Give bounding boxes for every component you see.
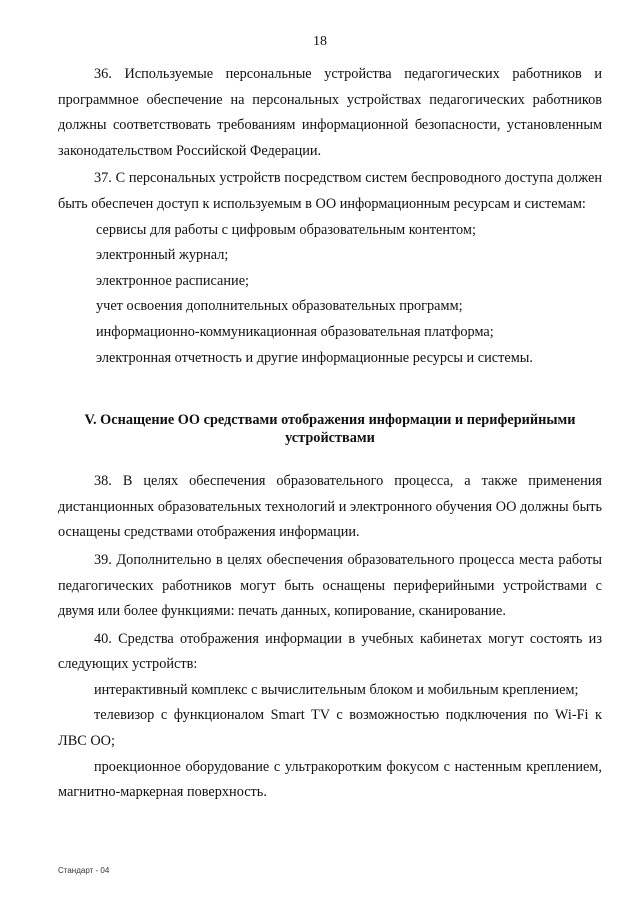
list-item: проекционное оборудование с ультракоротким фокусом с настенным креплением, магнитно-маркерная поверхность. bbox=[58, 758, 602, 801]
list-item: информационно-коммуникационная образовательная платформа; bbox=[96, 323, 494, 340]
page-number: 18 bbox=[313, 34, 327, 49]
paragraph-38: 38. В целях обеспечения образовательного процесса, а также применения дистанционных образовательных технологий и электронного обучения ОО должны быть оснащены средствами отображения информации. bbox=[58, 473, 602, 541]
document-body bbox=[58, 62, 602, 806]
list-item: электронное расписание; bbox=[96, 272, 250, 289]
paragraph-36: 36. Используемые персональные устройства педагогических работников и программное обеспечение на персональных устройствах педагогических работников должны соответствовать требованиям информационной безопасности, установленным законодательством Российской Федерации. bbox=[58, 66, 602, 159]
paragraph-39: 39. Дополнительно в целях обеспечения образовательного процесса места работы педагогических работников могут быть оснащены периферийными устройствами с двумя или более функциями: печать данных, копирование, сканирование. bbox=[58, 551, 602, 620]
paragraph-40: 40. Средства отображения информации в учебных кабинетах могут состоять из следующих устройств: bbox=[58, 630, 602, 673]
list-item: электронный журнал; bbox=[96, 247, 229, 264]
list-item: электронная отчетность и другие информационные ресурсы и системы. bbox=[96, 349, 533, 366]
section-heading: V. Оснащение ОО средствами отображения информации и периферийными устройствами bbox=[84, 412, 576, 447]
list-item: сервисы для работы с цифровым образовательным контентом; bbox=[96, 221, 476, 238]
footer-standard-label: Стандарт - 04 bbox=[58, 866, 110, 875]
paragraph-37: 37. С персональных устройств посредством систем беспроводного доступа должен быть обеспечен доступ к используемым в ОО информационным ресурсам и системам: bbox=[58, 170, 602, 212]
list-item: телевизор с функционалом Smart TV с возможностью подключения по Wi-Fi к ЛВС ОО; bbox=[58, 707, 602, 750]
list-item: учет освоения дополнительных образовательных программ; bbox=[96, 298, 463, 315]
list-item: интерактивный комплекс с вычислительным блоком и мобильным креплением; bbox=[94, 681, 579, 698]
